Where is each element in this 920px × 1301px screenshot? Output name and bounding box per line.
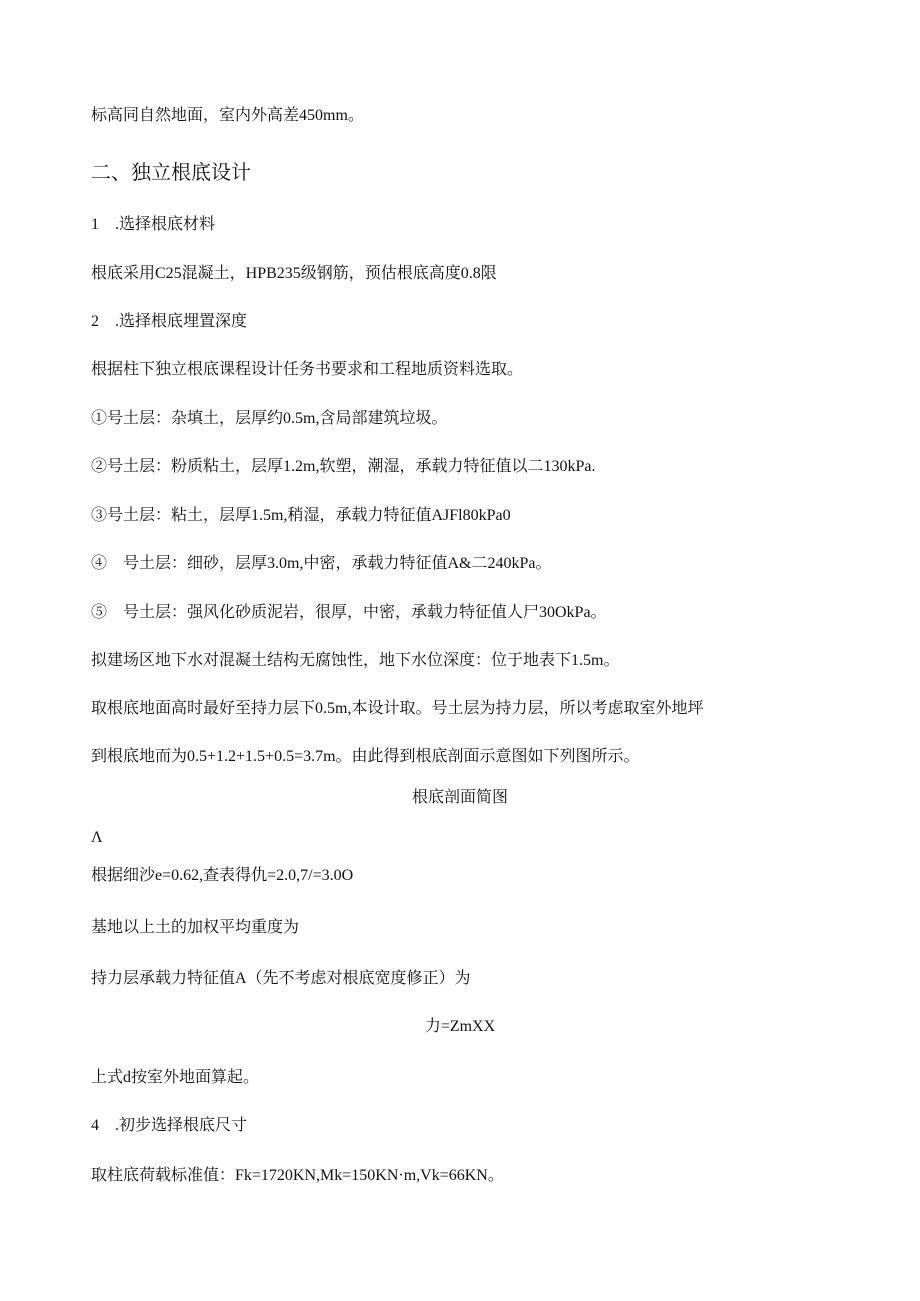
soil-layer-2: ②号土层：粉质粘土，层厚1.2m,软塑，潮湿，承载力特征值以二130kPa.: [91, 458, 596, 475]
subsection-material: 1 .选择根底材料: [91, 216, 216, 233]
paragraph-elevation: 标高同自然地面，室内外高差450mm。: [91, 107, 364, 124]
section-heading-foundation-design: 二、独立根底设计: [91, 160, 251, 184]
subsection-size: 4 .初步选择根底尺寸: [91, 1117, 248, 1134]
subsection-depth: 2 .选择根底埋置深度: [91, 313, 248, 330]
soil-layer-5: ⑤ 号土层：强风化砂质泥岩，很厚，中密，承载力特征值人尸30OkPa。: [91, 604, 607, 621]
formula: 力=ZmXX: [424, 1018, 496, 1035]
paragraph-depth-basis: 根据柱下独立根底课程设计任务书要求和工程地质资料选取。: [91, 361, 524, 378]
soil-layer-1: ①号土层：杂填土，层厚约0.5m,含局部建筑垃圾。: [91, 410, 448, 427]
paragraph-depth-choice: 取根底地面高时最好至持力层下0.5m,本设计取。号土层为持力层，所以考虑取室外地坪: [91, 700, 704, 717]
paragraph-depth-note: 上式d按室外地面算起。: [91, 1069, 260, 1086]
soil-layer-3: ③号土层：粘土，层厚1.5m,稍湿，承载力特征值AJFl80kPa0: [91, 507, 511, 524]
paragraph-depth-result: 到根底地而为0.5+1.2+1.5+0.5=3.7m。由此得到根底剖面示意图如下列图所示。: [91, 748, 640, 765]
paragraph-fine-sand: 根据细沙e=0.62,查表得仇=2.0,7/=3.0O: [91, 867, 354, 884]
paragraph-weighted-unit-weight: 基地以上土的加权平均重度为: [91, 919, 300, 936]
paragraph-bearing-capacity: 持力层承载力特征值A（先不考虑对根底宽度修正）为: [91, 970, 471, 987]
figure-caption: 根底剖面简图: [411, 789, 508, 806]
paragraph-loads: 取柱底荷载标准值：Fk=1720KN,Mk=150KN·m,Vk=66KN。: [91, 1167, 504, 1184]
soil-layer-4: ④ 号土层：细砂，层厚3.0m,中密，承载力特征值A&二240kPa。: [91, 555, 552, 572]
paragraph-material: 根底采用C25混凝土，HPB235级钢筋，预估根底高度0.8限: [91, 265, 497, 282]
paragraph-groundwater: 拟建场区地下水对混凝土结构无腐蚀性，地下水位深度：位于地表下1.5m。: [91, 652, 620, 669]
figure-placeholder-symbol: Λ: [91, 829, 103, 846]
